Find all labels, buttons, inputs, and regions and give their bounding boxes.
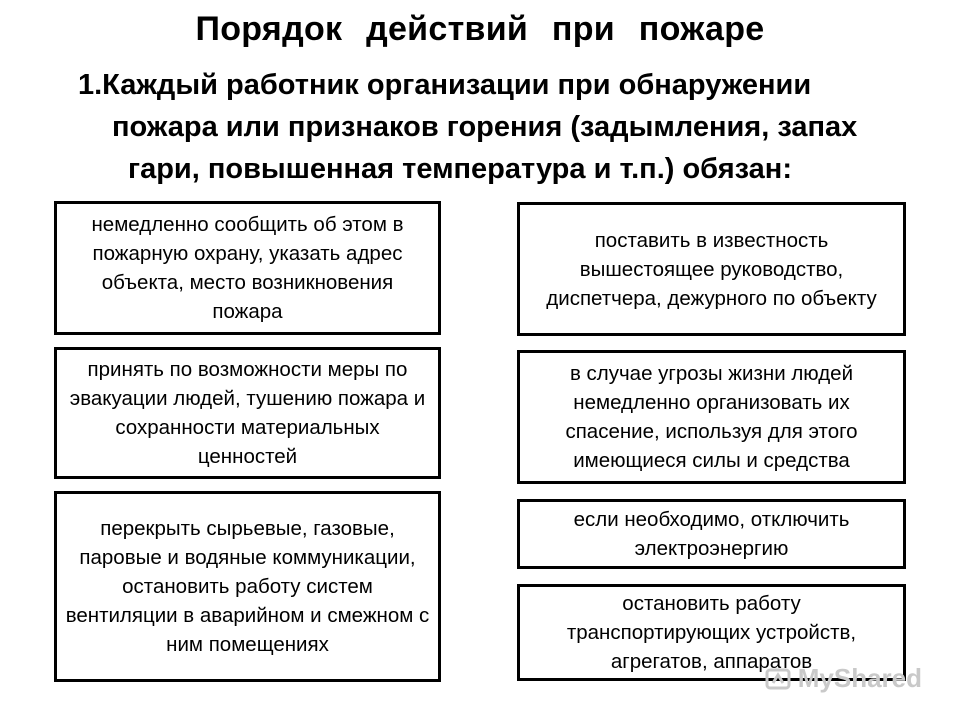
duty-box-report-fire: [54, 201, 441, 335]
duty-box-evacuation: [54, 347, 441, 479]
page-title: Порядок действий при пожаре: [195, 10, 765, 48]
duty-text: в случае угрозы жизни людей немедленно организовать их спасение, используя для этого имеющиеся силы и средства: [565, 362, 858, 472]
duty-box-rescue: [517, 350, 906, 484]
watermark-text: MyShared: [797, 663, 922, 693]
intro-line-1: 1.Каждый работник организации при обнаружении: [78, 69, 812, 101]
myshared-logo-icon: [764, 665, 792, 693]
duty-text: принять по возможности меры по эвакуации людей, тушению пожара и сохранности материальных ценностей: [69, 358, 426, 468]
intro-line-2: пожара или признаков горения (задымления, запах: [112, 111, 858, 143]
duty-text: поставить в известность вышестоящее руководство, диспетчера, дежурного по объекту: [546, 228, 877, 310]
duty-box-notify-management: [517, 202, 906, 336]
intro-line-3: гари, повышенная температура и т.п.) обязан:: [128, 153, 792, 185]
duty-text: если необходимо, отключить электроэнергию: [573, 508, 850, 560]
duty-text: остановить работу транспортирующих устройств, агрегатов, аппаратов: [566, 592, 857, 673]
watermark: [764, 663, 922, 694]
duty-text: перекрыть сырьевые, газовые, паровые и водяные коммуникации, остановить работу систем вентиляции в аварийном и смежном с ним помещениях: [65, 517, 430, 656]
duty-box-power-off: [517, 499, 906, 569]
duty-box-shut-utilities: [54, 491, 441, 682]
duty-text: немедленно сообщить об этом в пожарную охрану, указать адрес объекта, место возникновения пожара: [91, 213, 404, 323]
